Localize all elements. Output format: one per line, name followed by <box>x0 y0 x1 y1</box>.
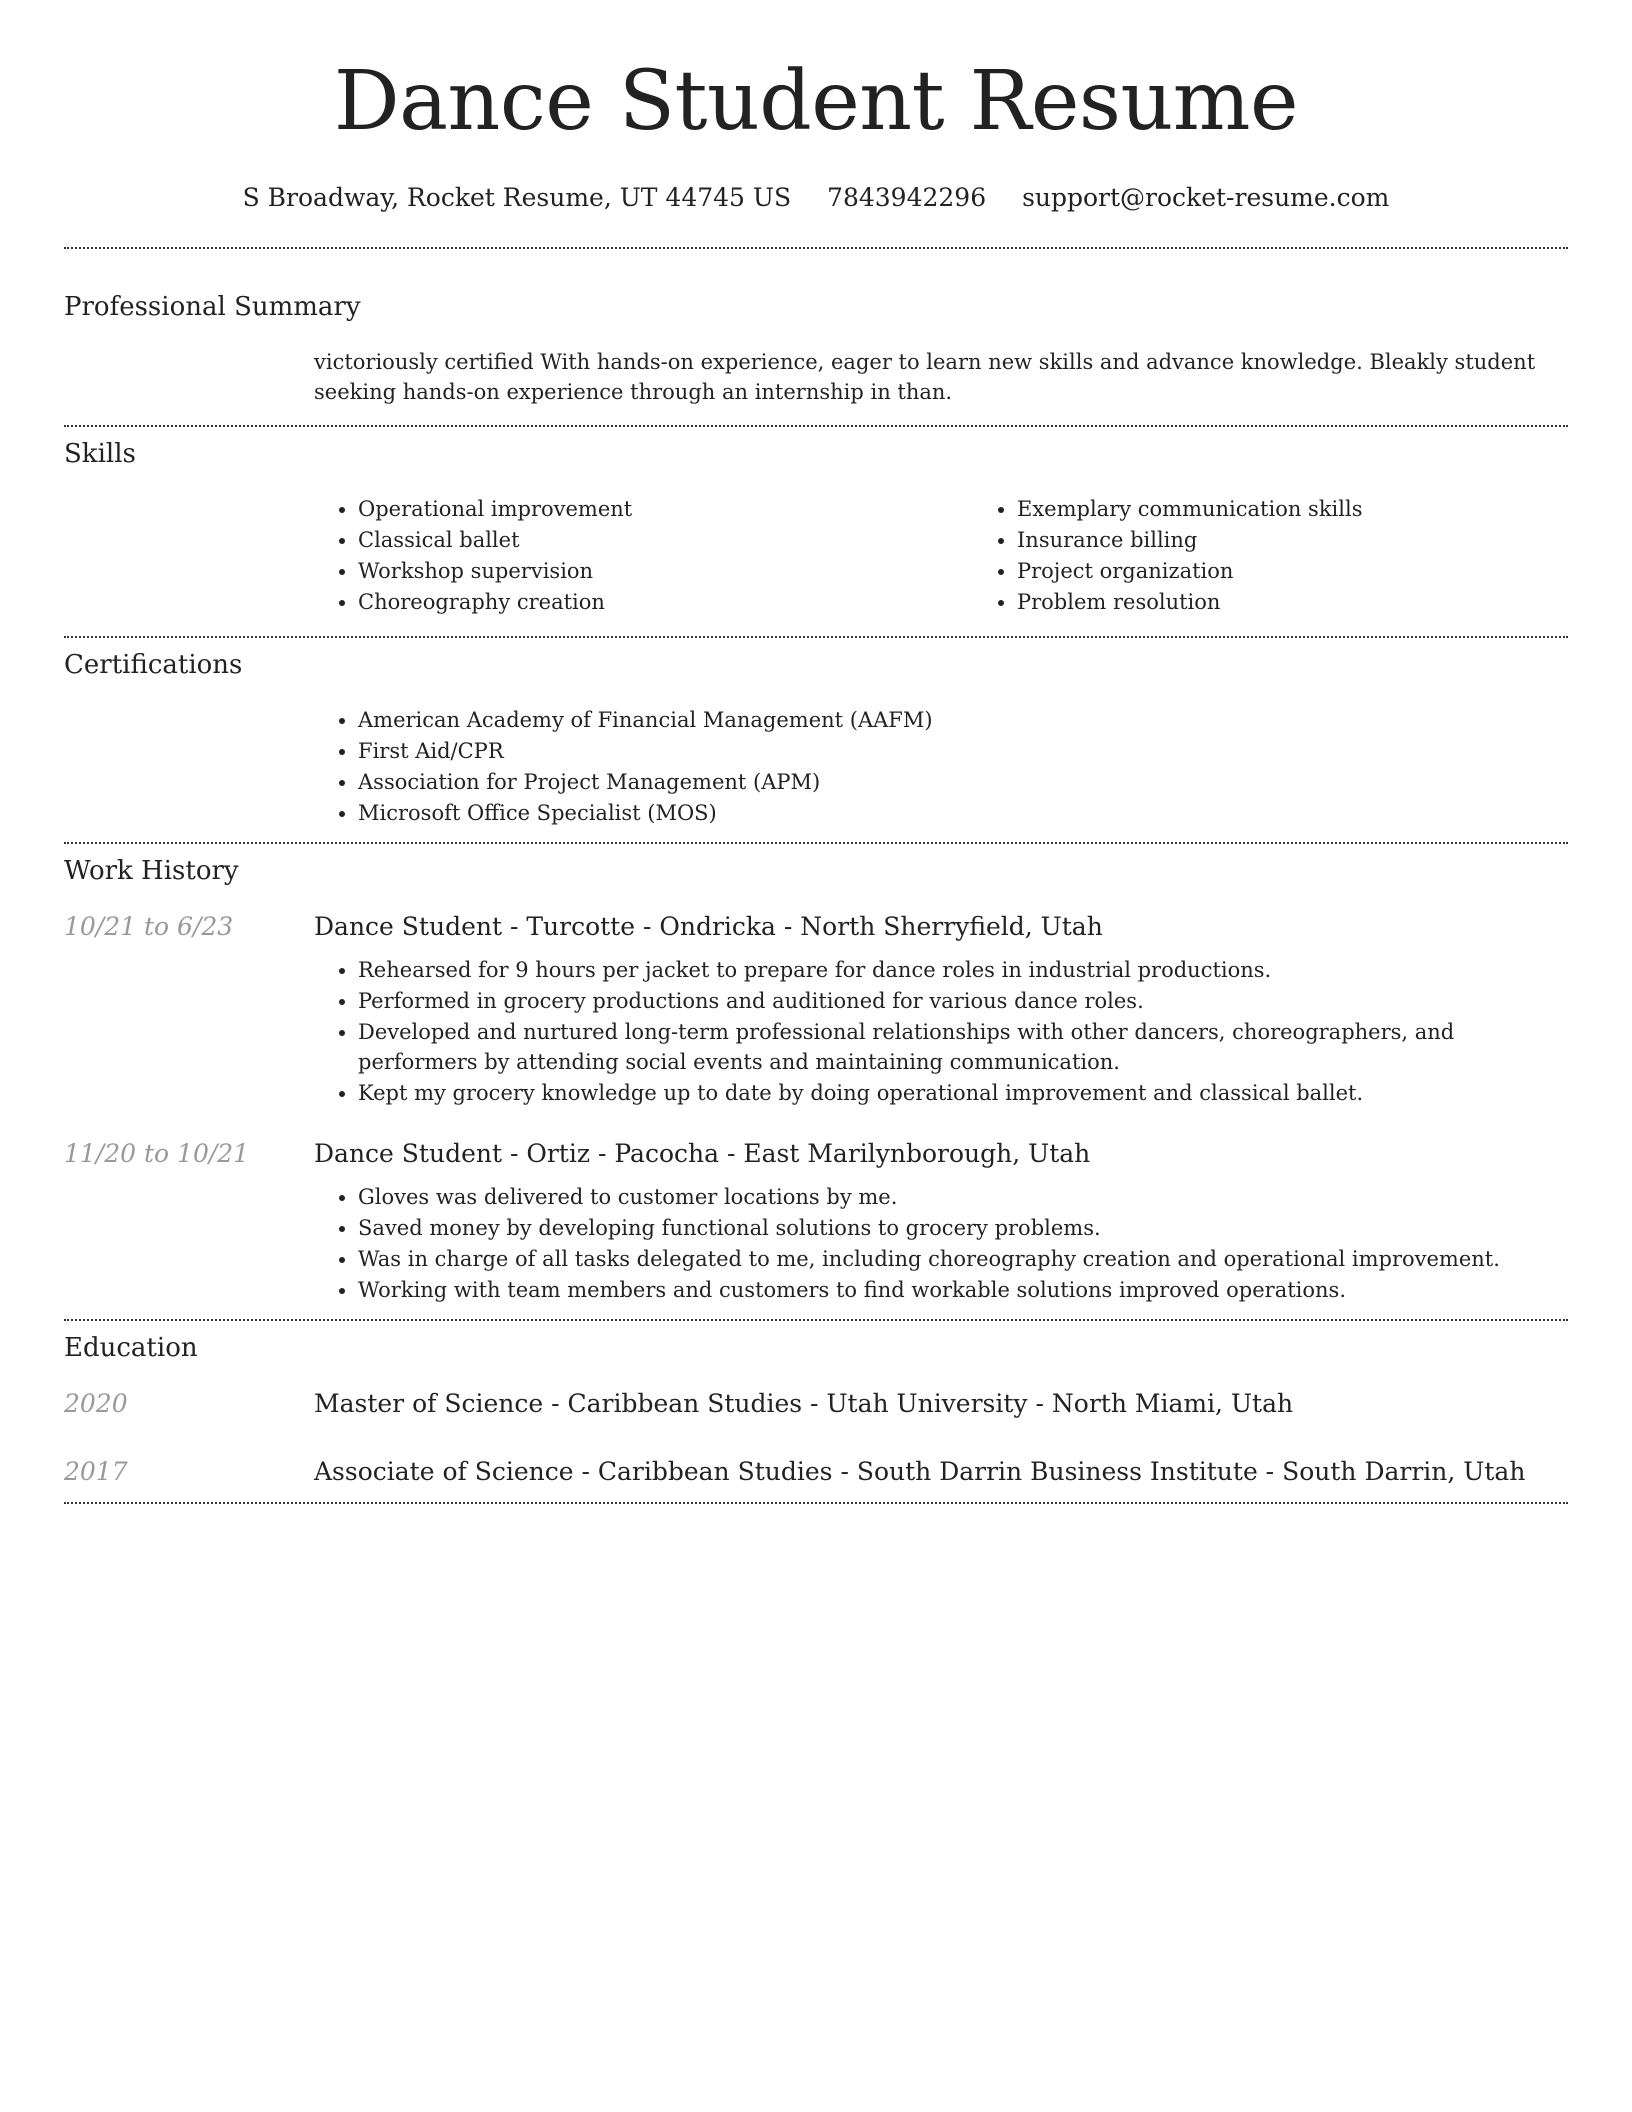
job-bullet: • Rehearsed for 9 hours per jacket to prepare for dance roles in industrial productions. <box>358 955 1568 985</box>
education-year: 2020 <box>64 1389 128 1418</box>
professional-summary-section <box>64 291 1568 407</box>
section-heading-summary: Professional Summary <box>64 292 361 322</box>
certifications-list <box>314 705 1568 828</box>
section-heading-certifications: Certifications <box>64 650 243 680</box>
section-divider <box>64 636 1568 638</box>
job-title: Dance Student - Turcotte - Ondricka - North Sherryfield, Utah <box>314 912 1103 941</box>
education-entry <box>64 1456 1568 1488</box>
skill-item: • Project organization <box>1017 556 1632 586</box>
job-header <box>64 1138 1568 1170</box>
skills-list-left <box>314 494 973 618</box>
skill-item: • Workshop supervision <box>358 556 973 586</box>
job-bullet: • Working with team members and customers to find workable solutions improved operations. <box>358 1275 1568 1305</box>
job-header <box>64 911 1568 943</box>
section-divider <box>64 247 1568 249</box>
contact-phone: 7843942296 <box>827 183 987 212</box>
job-dates: 10/21 to 6/23 <box>64 912 234 941</box>
skill-item: • Exemplary communication skills <box>1017 494 1632 524</box>
skill-item: • Insurance billing <box>1017 525 1632 555</box>
job-bullet: • Was in charge of all tasks delegated to me, including choreography creation and operational improvement. <box>358 1244 1568 1274</box>
skill-item: • Operational improvement <box>358 494 973 524</box>
jobs-list <box>64 911 1568 1305</box>
section-heading-work: Work History <box>64 856 239 886</box>
work-history-section <box>64 855 1568 1305</box>
job-dates: 11/20 to 10/21 <box>64 1139 250 1168</box>
page-title: Dance Student Resume <box>333 54 1299 149</box>
job-bullet: • Gloves was delivered to customer locations by me. <box>358 1182 1568 1212</box>
skills-list-right <box>973 494 1632 618</box>
skills-grid <box>314 494 1568 618</box>
education-list <box>64 1388 1568 1488</box>
section-divider <box>64 1319 1568 1321</box>
certifications-content <box>314 705 1568 828</box>
certification-item: • American Academy of Financial Management (AAFM) <box>358 705 1568 735</box>
job-entry <box>64 1138 1568 1305</box>
certifications-section <box>64 649 1568 828</box>
skill-item: • Problem resolution <box>1017 587 1632 617</box>
summary-text: victoriously certified With hands-on experience, eager to learn new skills and advance knowledge. Bleakly student seeking hands-on experience through an internship in than. <box>314 350 1536 404</box>
job-details <box>314 1182 1568 1305</box>
skill-item: • Classical ballet <box>358 525 973 555</box>
education-title: Associate of Science - Caribbean Studies - South Darrin Business Institute - South Darrin, Utah <box>314 1457 1526 1486</box>
contact-email[interactable]: support@rocket-resume.com <box>1022 183 1390 212</box>
certification-item: • Microsoft Office Specialist (MOS) <box>358 798 1568 828</box>
certification-item: • First Aid/CPR <box>358 736 1568 766</box>
job-bullet: • Performed in grocery productions and auditioned for various dance roles. <box>358 986 1568 1016</box>
section-heading-education: Education <box>64 1333 198 1363</box>
section-divider <box>64 842 1568 844</box>
skills-section <box>64 438 1568 618</box>
education-title: Master of Science - Caribbean Studies - Utah University - North Miami, Utah <box>314 1389 1294 1418</box>
contact-line <box>64 182 1568 214</box>
job-bullet: • Developed and nurtured long-term professional relationships with other dancers, choreographers, and performers by attending social events and maintaining communication. <box>358 1017 1568 1077</box>
education-year: 2017 <box>64 1457 128 1486</box>
job-bullet: • Kept my grocery knowledge up to date by doing operational improvement and classical ballet. <box>358 1078 1568 1108</box>
education-section <box>64 1332 1568 1488</box>
job-bullet: • Saved money by developing functional solutions to grocery problems. <box>358 1213 1568 1243</box>
skill-item: • Choreography creation <box>358 587 973 617</box>
contact-address: S Broadway, Rocket Resume, UT 44745 US <box>242 183 792 212</box>
job-bullets <box>314 1182 1568 1305</box>
job-details <box>314 955 1568 1108</box>
section-divider <box>64 425 1568 427</box>
job-entry <box>64 911 1568 1108</box>
section-divider <box>64 1502 1568 1504</box>
education-entry <box>64 1388 1568 1420</box>
job-title: Dance Student - Ortiz - Pacocha - East Marilynborough, Utah <box>314 1139 1091 1168</box>
job-bullets <box>314 955 1568 1108</box>
certification-item: • Association for Project Management (APM) <box>358 767 1568 797</box>
section-heading-skills: Skills <box>64 439 136 469</box>
